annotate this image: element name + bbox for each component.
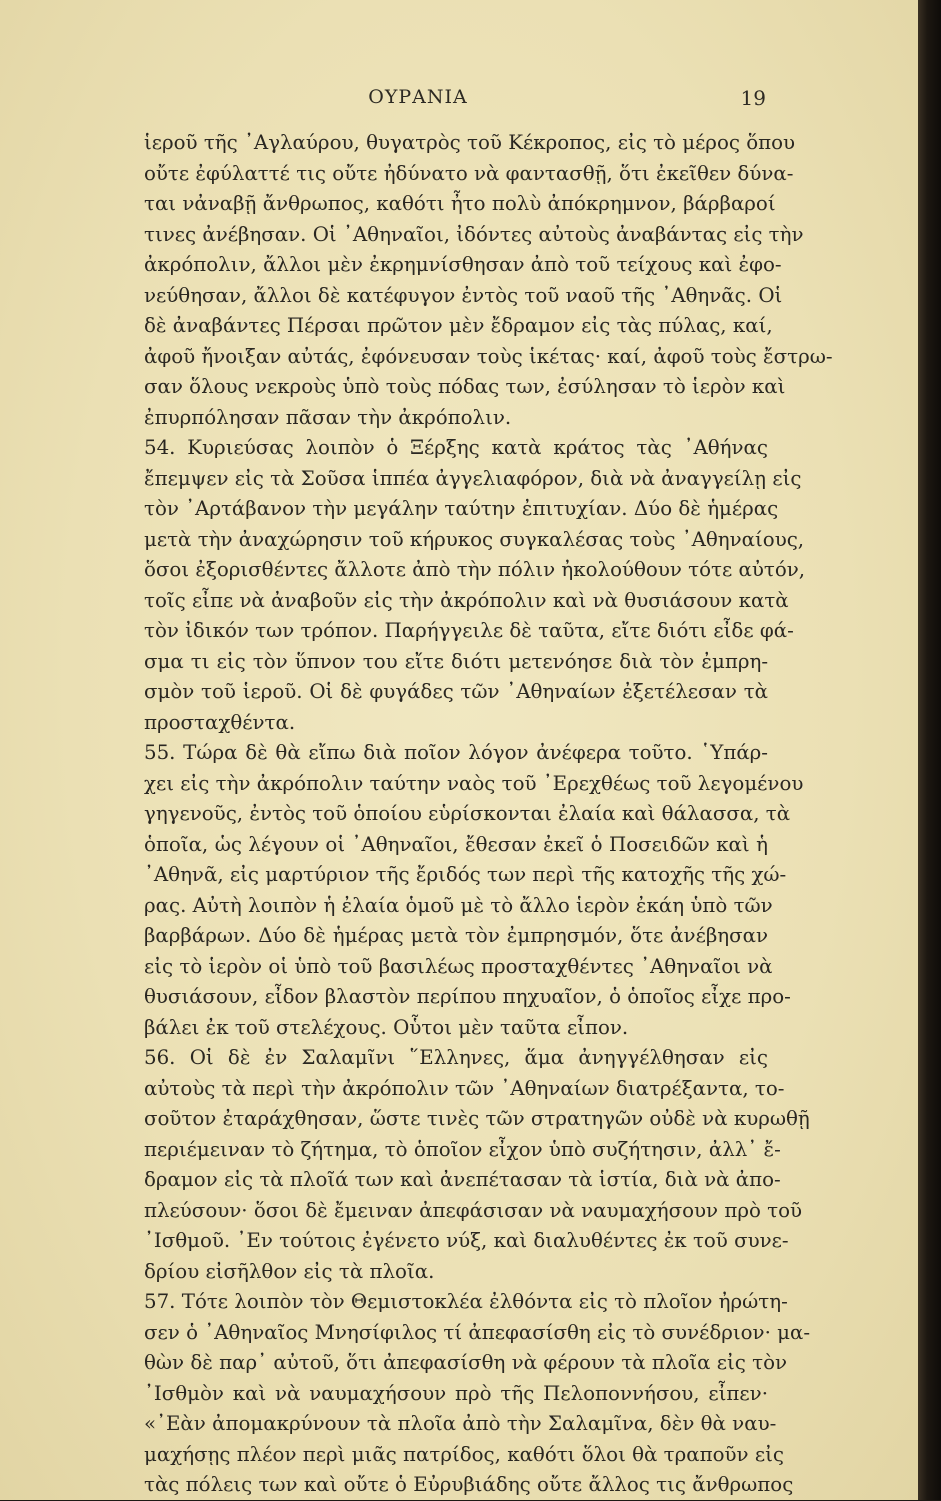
book-spine-edge: [918, 0, 941, 1500]
text-line: 57. Τότε λοιπὸν τὸν Θεμιστοκλέα ἐλθόντα εἰς τὸ πλοῖον ἠρώτη-: [144, 1290, 788, 1313]
text-line: τὸν ᾿Αρτάβανον τὴν μεγάλην ταύτην ἐπιτυχίαν. Δύο δὲ ἡμέρας: [144, 497, 779, 520]
text-line: περιέμειναν τὸ ζήτημα, τὸ ὁποῖον εἶχον ὑπὸ συζήτησιν, ἀλλ᾿ ἔ-: [144, 1137, 781, 1161]
text-line: πλεύσουν· ὅσοι δὲ ἔμειναν ἀπεφάσισαν νὰ ναυμαχήσουν πρὸ τοῦ: [144, 1198, 803, 1222]
running-head: [0, 86, 918, 116]
running-title: ΟΥΡΑΝΙΑ: [368, 86, 468, 108]
text-line: οὔτε ἐφύλαττέ τις οὔτε ἠδύνατο νὰ φαντασθῇ, ὅτι ἐκεῖθεν δύνα-: [144, 161, 794, 185]
text-line: 54. Κυριεύσας λοιπὸν ὁ Ξέρξης κατὰ κράτος τὰς ᾿Αθήνας: [144, 436, 768, 459]
text-line: σεν ὁ ᾿Αθηναῖος Μνησίφιλος τί ἀπεφασίσθη εἰς τὸ συνέδριον· μα-: [144, 1320, 811, 1344]
text-line: τοῖς εἶπε νὰ ἀναβοῦν εἰς τὴν ἀκρόπολιν καὶ νὰ θυσιάσουν κατὰ: [144, 588, 789, 612]
text-line: ᾿Αθηνᾶ, εἰς μαρτύριον τῆς ἔριδός των περὶ τῆς κατοχῆς τῆς χώ-: [144, 863, 787, 886]
text-line: μαχήσῃς πλέον περὶ μιᾶς πατρίδος, καθότι ὅλοι θὰ τραποῦν εἰς: [144, 1442, 784, 1466]
page-number: 19: [740, 86, 766, 110]
text-line: τινες ἀνέβησαν. Οἱ ᾿Αθηναῖοι, ἰδόντες αὐτοὺς ἀναβάντας εἰς τὴν: [144, 222, 804, 246]
text-line: νεύθησαν, ἄλλοι δὲ κατέφυγον ἐντὸς τοῦ ναοῦ τῆς ᾿Αθηνᾶς. Οἱ: [144, 283, 783, 307]
text-line: ᾿Ισθμοῦ. ᾿Εν τούτοις ἐγένετο νύξ, καὶ διαλυθέντες ἐκ τοῦ συνε-: [144, 1229, 789, 1252]
text-line: 55. Τώρα δὲ θὰ εἴπω διὰ ποῖον λόγον ἀνέφερα τοῦτο. ῾Υπάρ-: [144, 741, 768, 764]
text-line: εἰς τὸ ἱερὸν οἱ ὑπὸ τοῦ βασιλέως προσταχθέντες ᾿Αθηναῖοι νὰ: [144, 954, 773, 978]
text-line: μετὰ τὴν ἀναχώρησιν τοῦ κήρυκος συγκαλέσας τοὺς ᾿Αθηναίους,: [144, 527, 805, 551]
text-line: δρίου εἰσῆλθον εἰς τὰ πλοῖα.: [144, 1259, 435, 1283]
text-line: χει εἰς τὴν ἀκρόπολιν ταύτην ναὸς τοῦ ᾿Ερεχθέως τοῦ λεγομένου: [144, 771, 804, 795]
text-line: ἔπεμψεν εἰς τὰ Σοῦσα ἱππέα ἀγγελιαφόρον, διὰ νὰ ἀναγγείλῃ εἰς: [144, 466, 802, 490]
text-line: τὸν ἰδικόν των τρόπον. Παρήγγειλε δὲ ταῦτα, εἴτε διότι εἶδε φά-: [144, 619, 794, 642]
text-line: ἱεροῦ τῆς ᾿Αγλαύρου, θυγατρὸς τοῦ Κέκροπος, εἰς τὸ μέρος ὅπου: [144, 131, 796, 154]
text-line: σμα τι εἰς τὸν ὕπνον του εἴτε διότι μετενόησε διὰ τὸν ἐμπρη-: [144, 649, 768, 673]
text-line: ἀκρόπολιν, ἄλλοι μὲν ἐκρημνίσθησαν ἀπὸ τοῦ τείχους καὶ ἐφο-: [144, 253, 782, 276]
text-line: ἀφοῦ ἤνοιξαν αὐτάς, ἐφόνευσαν τοὺς ἱκέτας· καί, ἀφοῦ τοὺς ἔστρω-: [144, 344, 833, 368]
text-line: 56. Οἱ δὲ ἐν Σαλαμῖνι ῞Ελληνες, ἅμα ἀνηγγέλθησαν εἰς: [144, 1046, 768, 1069]
text-line: βαρβάρων. Δύο δὲ ἡμέρας μετὰ τὸν ἐμπρησμόν, ὅτε ἀνέβησαν: [144, 924, 768, 947]
text-line: σαν ὅλους νεκροὺς ὑπὸ τοὺς πόδας των, ἐσύλησαν τὸ ἱερὸν καὶ: [144, 375, 786, 398]
text-line: ὁποῖα, ὡς λέγουν οἱ ᾿Αθηναῖοι, ἔθεσαν ἐκεῖ ὁ Ποσειδῶν καὶ ἡ: [144, 832, 768, 856]
text-line: θυσιάσουν, εἶδον βλαστὸν περίπου πηχυαῖον, ὁ ὁποῖος εἶχε προ-: [144, 985, 791, 1008]
text-line: ται νἀναβῇ ἄνθρωπος, καθότι ἦτο πολὺ ἀπόκρημνον, βάρβαροί: [144, 192, 776, 215]
text-line: δὲ ἀναβάντες Πέρσαι πρῶτον μὲν ἔδραμον εἰς τὰς πύλας, καί,: [144, 314, 773, 337]
text-line: δραμον εἰς τὰ πλοῖά των καὶ ἀνεπέτασαν τὰ ἱστία, διὰ νὰ ἀπο-: [144, 1168, 781, 1191]
text-line: αὐτοὺς τὰ περὶ τὴν ἀκρόπολιν τῶν ᾿Αθηναίων διατρέξαντα, το-: [144, 1076, 785, 1100]
text-line: θὼν δὲ παρ᾿ αὐτοῦ, ὅτι ἀπεφασίσθη νὰ φέρουν τὰ πλοῖα εἰς τὸν: [144, 1351, 788, 1374]
text-line: σμὸν τοῦ ἱεροῦ. Οἱ δὲ φυγάδες τῶν ᾿Αθηναίων ἐξετέλεσαν τὰ: [144, 680, 768, 703]
text-line: ρας. Αὐτὴ λοιπὸν ἡ ἐλαία ὁμοῦ μὲ τὸ ἄλλο ἱερὸν ἐκάη ὑπὸ τῶν: [144, 893, 773, 917]
body-text: [144, 128, 833, 1501]
text-line: ᾿Ισθμὸν καὶ νὰ ναυμαχήσουν πρὸ τῆς Πελοποννήσου, εἶπεν·: [144, 1381, 768, 1405]
text-line: ἐπυρπόλησαν πᾶσαν τὴν ἀκρόπολιν.: [144, 405, 512, 429]
text-line: «᾿Εὰν ἀπομακρύνουν τὰ πλοῖα ἀπὸ τὴν Σαλαμῖνα, δὲν θὰ ναυ-: [144, 1412, 777, 1435]
text-line: βάλει ἐκ τοῦ στελέχους. Οὗτοι μὲν ταῦτα εἶπον.: [144, 1015, 629, 1039]
text-line: γηγενοῦς, ἐντὸς τοῦ ὁποίου εὑρίσκονται ἐλαία καὶ θάλασσα, τὰ: [144, 802, 791, 825]
text-line: τὰς πόλεις των καὶ οὔτε ὁ Εὐρυβιάδης οὔτε ἄλλος τις ἄνθρωπος: [144, 1473, 794, 1496]
text-line: σοῦτον ἐταράχθησαν, ὥστε τινὲς τῶν στρατηγῶν οὐδὲ νὰ κυρωθῇ: [144, 1107, 810, 1130]
text-line: προσταχθέντα.: [144, 710, 296, 734]
text-line: ὅσοι ἐξορισθέντες ἄλλοτε ἀπὸ τὴν πόλιν ἠκολούθουν τότε αὐτόν,: [144, 558, 806, 581]
